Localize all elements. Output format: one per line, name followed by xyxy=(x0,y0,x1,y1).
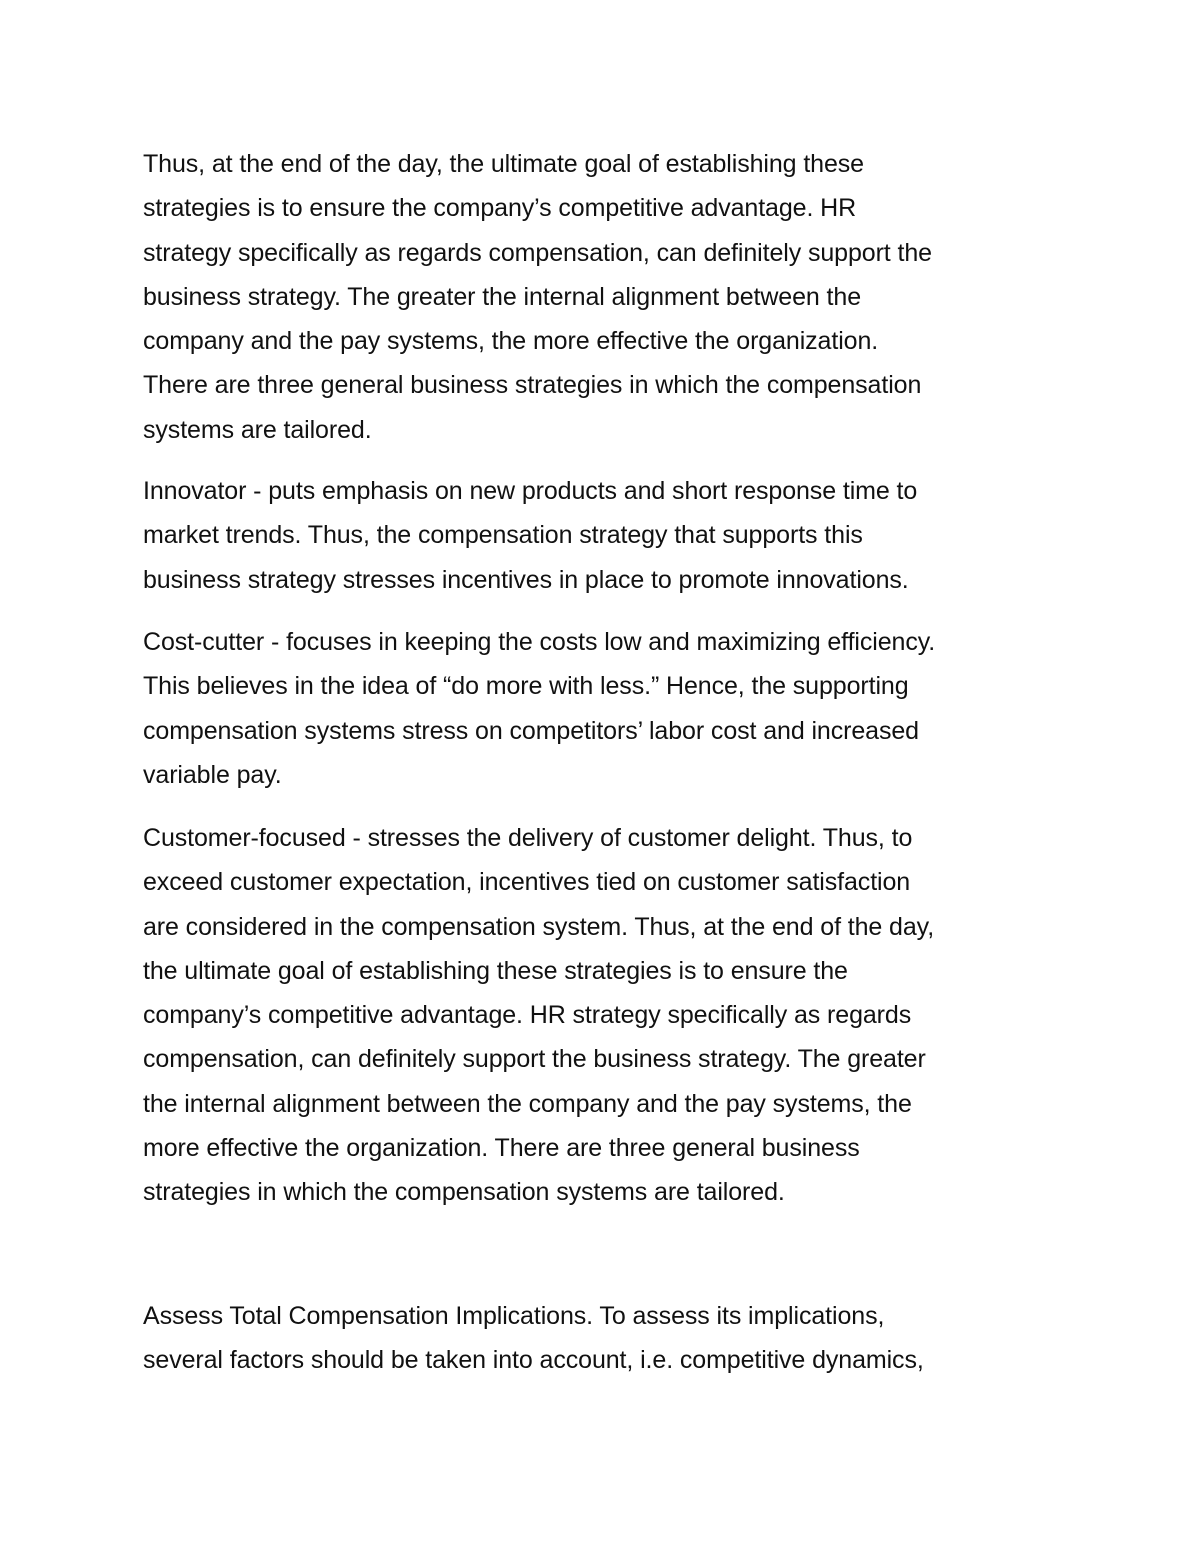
paragraph-competitive-advantage xyxy=(143,142,1063,452)
paragraph-customer-focused xyxy=(143,816,1063,1215)
paragraph-text: Cost-cutter - focuses in keeping the costs low and maximizing efficiency. This believes in the idea of “do more with less.” Hence, the supporting compensation systems stress on competitors’ labor cost and increased variable pay. xyxy=(143,628,936,789)
paragraph-text: Thus, at the end of the day, the ultimate goal of establishing these strategies is to ensure the company’s competitive advantage. HR strategy specifically as regards compensation, can definitely support the business strategy. The greater the internal alignment between the company and the pay systems, the more effective the organization. There are three general business strategies in which the compensation systems are tailored. xyxy=(143,150,932,444)
paragraph-cost-cutter xyxy=(143,620,1063,797)
paragraph-text: Innovator - puts emphasis on new products and short response time to market trends. Thus, the compensation strategy that supports this business strategy stresses incentives in place to promote innovations. xyxy=(143,477,918,594)
paragraph-text: Assess Total Compensation Implications. To assess its implications, several factors should be taken into account, i.e. competitive dynamics, xyxy=(143,1302,924,1375)
paragraph-text: Customer-focused - stresses the delivery of customer delight. Thus, to exceed customer expectation, incentives tied on customer satisfaction are considered in the compensation system. Thus, at the end of the day, the ultimate goal of establishing these strategies is to ensure the company’s competitive advantage. HR strategy specifically as regards compensation, can definitely support the business strategy. The greater the internal alignment between the company and the pay systems, the more effective the organization. There are three general business strategies in which the compensation systems are tailored. xyxy=(143,824,935,1207)
paragraph-assess-implications xyxy=(143,1294,1063,1383)
paragraph-innovator xyxy=(143,469,1063,602)
